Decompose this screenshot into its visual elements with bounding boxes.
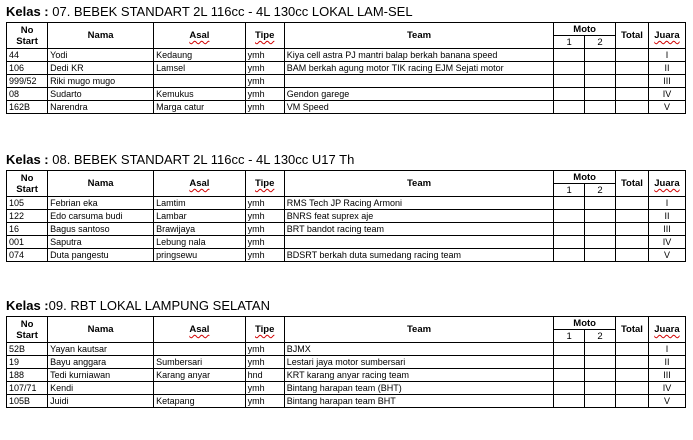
table-row [7,249,686,262]
table-row [7,343,686,356]
cell-team: BDSRT berkah duta sumedang racing team [284,249,554,262]
cell-team [284,236,554,249]
table-row [7,197,686,210]
cell-nama: Kendi [48,382,154,395]
cell-total [615,249,648,262]
header-juara: Juara [648,171,685,197]
cell-moto-2 [585,210,616,223]
table-row [7,236,686,249]
cell-nama: Edo carsuma budi [48,210,154,223]
cell-total [615,101,648,114]
section-title-prefix: Kelas : [6,152,49,167]
cell-no-start: 105 [7,197,48,210]
cell-juara: III [648,75,685,88]
cell-juara: I [648,197,685,210]
cell-total [615,210,648,223]
cell-moto-1 [554,369,585,382]
cell-moto-1 [554,197,585,210]
table-row [7,49,686,62]
cell-team [284,75,554,88]
cell-asal: Lamsel [154,62,246,75]
header-total: Total [615,23,648,49]
cell-nama: Narendra [48,101,154,114]
header-moto-2: 2 [585,184,616,197]
section-title [6,298,270,313]
cell-asal: Lamtim [154,197,246,210]
cell-total [615,343,648,356]
cell-nama: Tedi kurniawan [48,369,154,382]
header-asal: Asal [154,23,246,49]
header-juara: Juara [648,317,685,343]
cell-no-start: 19 [7,356,48,369]
cell-no-start: 52B [7,343,48,356]
cell-total [615,62,648,75]
cell-no-start: 122 [7,210,48,223]
cell-nama: Juidi [48,395,154,408]
results-table [6,316,686,408]
cell-team: Gendon garege [284,88,554,101]
cell-asal: Lambar [154,210,246,223]
cell-no-start: 16 [7,223,48,236]
table-row [7,369,686,382]
header-moto-1: 1 [554,330,585,343]
table-row [7,101,686,114]
cell-asal: pringsewu [154,249,246,262]
cell-nama: Saputra [48,236,154,249]
cell-juara: II [648,62,685,75]
cell-team: VM Speed [284,101,554,114]
cell-no-start: 106 [7,62,48,75]
cell-moto-1 [554,356,585,369]
cell-team: BJMX [284,343,554,356]
cell-juara: V [648,101,685,114]
cell-moto-1 [554,88,585,101]
section-title-text: 07. BEBEK STANDART 2L 116cc - 4L 130cc LOKAL LAM-SEL [48,4,413,19]
cell-asal [154,343,246,356]
cell-juara: V [648,395,685,408]
cell-nama: Riki mugo mugo [48,75,154,88]
cell-nama: Dedi KR [48,62,154,75]
header-moto: Moto [554,171,616,184]
cell-team: BRT bandot racing team [284,223,554,236]
cell-moto-1 [554,249,585,262]
header-juara: Juara [648,23,685,49]
cell-team: RMS Tech JP Racing Armoni [284,197,554,210]
header-tipe: Tipe [245,23,284,49]
cell-moto-1 [554,62,585,75]
cell-tipe: ymh [245,75,284,88]
cell-tipe: hnd [245,369,284,382]
header-tipe: Tipe [245,317,284,343]
cell-no-start: 08 [7,88,48,101]
cell-moto-2 [585,369,616,382]
cell-moto-2 [585,343,616,356]
cell-moto-1 [554,236,585,249]
cell-moto-2 [585,88,616,101]
table-row [7,62,686,75]
cell-nama: Sudarto [48,88,154,101]
cell-juara: II [648,356,685,369]
cell-team: Bintang harapan team (BHT) [284,382,554,395]
header-moto-1: 1 [554,184,585,197]
cell-moto-1 [554,210,585,223]
table-row [7,88,686,101]
header-nama: Nama [48,23,154,49]
cell-no-start: 188 [7,369,48,382]
cell-moto-2 [585,223,616,236]
cell-moto-1 [554,101,585,114]
cell-moto-1 [554,223,585,236]
cell-asal: Brawijaya [154,223,246,236]
cell-total [615,49,648,62]
cell-tipe: ymh [245,236,284,249]
cell-juara: V [648,249,685,262]
cell-tipe: ymh [245,49,284,62]
section-title-prefix: Kelas : [6,298,49,313]
cell-moto-1 [554,343,585,356]
cell-team: BAM berkah agung motor TIK racing EJM Sejati motor [284,62,554,75]
cell-no-start: 162B [7,101,48,114]
cell-tipe: ymh [245,395,284,408]
cell-juara: IV [648,382,685,395]
cell-moto-2 [585,62,616,75]
cell-nama: Duta pangestu [48,249,154,262]
table-row [7,75,686,88]
header-nama: Nama [48,317,154,343]
cell-total [615,369,648,382]
cell-juara: I [648,343,685,356]
header-moto-2: 2 [585,36,616,49]
header-moto: Moto [554,23,616,36]
header-nama: Nama [48,171,154,197]
cell-asal [154,75,246,88]
cell-juara: III [648,223,685,236]
table-row [7,395,686,408]
cell-asal: Sumbersari [154,356,246,369]
header-moto-2: 2 [585,330,616,343]
cell-team: KRT karang anyar racing team [284,369,554,382]
section-title [6,4,413,19]
cell-tipe: ymh [245,223,284,236]
table-row [7,210,686,223]
header-total: Total [615,171,648,197]
cell-tipe: ymh [245,101,284,114]
header-team: Team [284,317,554,343]
cell-asal: Kedaung [154,49,246,62]
header-moto-1: 1 [554,36,585,49]
cell-moto-2 [585,382,616,395]
section-title-text: 08. BEBEK STANDART 2L 116cc - 4L 130cc U17 Th [48,152,355,167]
header-asal: Asal [154,171,246,197]
section-title-prefix: Kelas : [6,4,49,19]
table-row [7,382,686,395]
cell-moto-1 [554,382,585,395]
section-title-text: 09. RBT LOKAL LAMPUNG SELATAN [48,298,270,313]
cell-total [615,88,648,101]
header-no-start: No Start [7,23,48,49]
cell-moto-1 [554,49,585,62]
cell-asal: Ketapang [154,395,246,408]
cell-total [615,395,648,408]
cell-nama: Yayan kautsar [48,343,154,356]
cell-nama: Febrian eka [48,197,154,210]
cell-tipe: ymh [245,249,284,262]
cell-moto-2 [585,75,616,88]
header-tipe: Tipe [245,171,284,197]
section-title [6,152,354,167]
cell-moto-2 [585,395,616,408]
cell-asal: Lebung nala [154,236,246,249]
cell-tipe: ymh [245,197,284,210]
cell-moto-2 [585,356,616,369]
header-no-start: No Start [7,171,48,197]
cell-moto-2 [585,249,616,262]
cell-moto-2 [585,236,616,249]
cell-asal: Karang anyar [154,369,246,382]
cell-tipe: ymh [245,343,284,356]
cell-moto-2 [585,197,616,210]
cell-no-start: 999/52 [7,75,48,88]
header-no-start: No Start [7,317,48,343]
cell-total [615,356,648,369]
cell-juara: IV [648,88,685,101]
cell-tipe: ymh [245,62,284,75]
cell-no-start: 001 [7,236,48,249]
cell-asal: Marga catur [154,101,246,114]
header-moto: Moto [554,317,616,330]
cell-no-start: 105B [7,395,48,408]
cell-moto-1 [554,75,585,88]
table-row [7,356,686,369]
cell-team: Lestari jaya motor sumbersari [284,356,554,369]
cell-tipe: ymh [245,88,284,101]
cell-moto-1 [554,395,585,408]
cell-nama: Bayu anggara [48,356,154,369]
cell-no-start: 44 [7,49,48,62]
cell-no-start: 074 [7,249,48,262]
cell-moto-2 [585,49,616,62]
results-table [6,170,686,262]
table-row [7,223,686,236]
header-team: Team [284,171,554,197]
cell-asal: Kemukus [154,88,246,101]
cell-team: Bintang harapan team BHT [284,395,554,408]
results-table [6,22,686,114]
cell-juara: III [648,369,685,382]
cell-asal [154,382,246,395]
cell-total [615,382,648,395]
cell-team: BNRS feat suprex aje [284,210,554,223]
header-team: Team [284,23,554,49]
header-total: Total [615,317,648,343]
cell-tipe: ymh [245,356,284,369]
cell-total [615,197,648,210]
cell-total [615,223,648,236]
cell-nama: Yodi [48,49,154,62]
cell-no-start: 107/71 [7,382,48,395]
cell-team: Kiya cell astra PJ mantri balap berkah banana speed [284,49,554,62]
cell-juara: I [648,49,685,62]
header-asal: Asal [154,317,246,343]
cell-juara: II [648,210,685,223]
cell-moto-2 [585,101,616,114]
cell-total [615,236,648,249]
cell-juara: IV [648,236,685,249]
cell-tipe: ymh [245,210,284,223]
cell-nama: Bagus santoso [48,223,154,236]
cell-total [615,75,648,88]
cell-tipe: ymh [245,382,284,395]
